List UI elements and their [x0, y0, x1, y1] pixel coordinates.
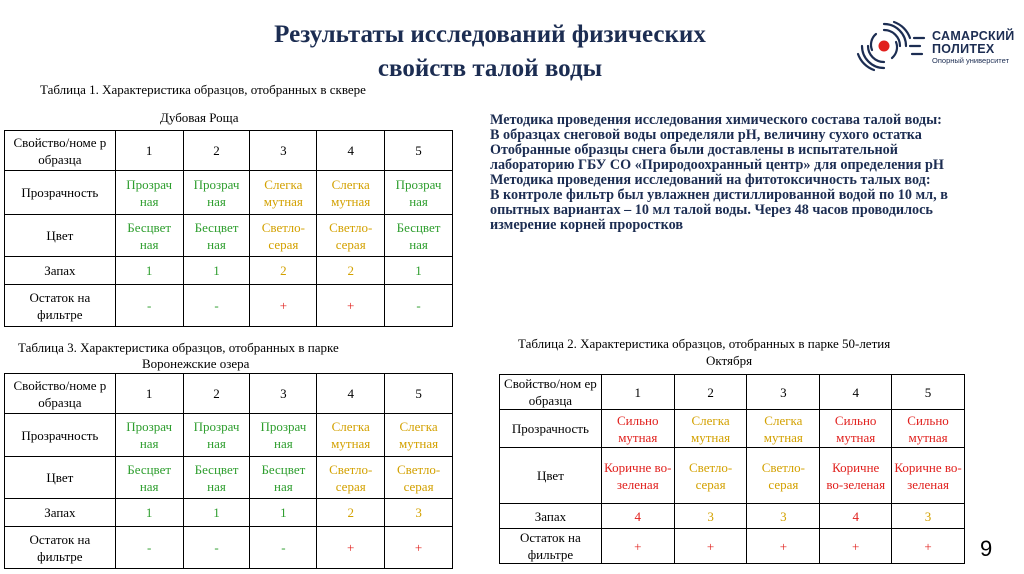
table-1 — [4, 130, 453, 327]
table-cell: Бесцвет ная — [250, 457, 317, 499]
table-cell: + — [674, 529, 747, 564]
page-title — [220, 18, 760, 86]
table-cell: - — [115, 285, 183, 327]
row-label: Запах — [5, 499, 116, 527]
table-cell: Сильно мутная — [892, 410, 965, 448]
table-cell: Прозрач ная — [183, 414, 250, 457]
table-cell: - — [250, 527, 317, 569]
table-cell: Светло-серая — [385, 457, 453, 499]
table-row — [5, 499, 453, 527]
sample-number-cell: 3 — [250, 374, 317, 414]
sample-number-cell: 4 — [820, 375, 892, 410]
logo-line-1: САМАРСКИЙ — [932, 29, 1015, 43]
table-cell: 4 — [820, 504, 892, 529]
table-row — [5, 527, 453, 569]
sample-number-cell: 3 — [250, 131, 317, 171]
logo-line-2: ПОЛИТЕХ — [932, 42, 995, 56]
table-cell: Светло-серая — [317, 457, 385, 499]
logo-text — [932, 30, 1015, 66]
logo-line-3: Опорный университет — [932, 56, 1010, 65]
table2-caption-line-2: Октября — [706, 353, 753, 368]
table-cell: Бесцвет ная — [115, 215, 183, 257]
table-cell: + — [747, 529, 820, 564]
table-row — [5, 171, 453, 215]
table-row — [500, 448, 965, 504]
row-label: Остаток на фильтре — [5, 527, 116, 569]
table-cell: 1 — [115, 499, 183, 527]
table-cell: + — [317, 285, 385, 327]
methodology-paragraph: Методика проведения исследований на фитотоксичность талых вод: — [490, 172, 931, 188]
table-cell: Бесцвет ная — [115, 457, 183, 499]
table-cell: Прозрач ная — [250, 414, 317, 457]
methodology-paragraph: В контроле фильтр был увлажнен дистиллированной водой по 10 мл, в опытных вариантах – 10 мл талой воды. Через 48 часов проводилось измерение корней проростков — [490, 187, 948, 233]
sample-number-cell: 2 — [183, 131, 250, 171]
table-cell: + — [820, 529, 892, 564]
table-cell: Бесцвет ная — [183, 215, 250, 257]
table-cell: Коричне во-зеленая — [892, 448, 965, 504]
table-cell: - — [385, 285, 453, 327]
table-cell: + — [892, 529, 965, 564]
table-cell: Светло-серая — [250, 215, 317, 257]
table-header-row — [5, 131, 453, 171]
table-cell: + — [250, 285, 317, 327]
table-cell: Светло-серая — [747, 448, 820, 504]
row-label: Прозрачность — [5, 414, 116, 457]
table-row — [5, 215, 453, 257]
table-cell: Слегка мутная — [317, 171, 385, 215]
table-cell: + — [385, 527, 453, 569]
table-cell: Прозрач ная — [115, 171, 183, 215]
table-cell: Слегка мутная — [317, 414, 385, 457]
sample-number-cell: 1 — [115, 131, 183, 171]
table-3 — [4, 373, 453, 569]
table-row — [500, 529, 965, 564]
table1-caption-line-1: Таблица 1. Характеристика образцов, отобранных в сквере — [40, 82, 366, 97]
page-number: 9 — [980, 536, 993, 561]
table-cell: 3 — [674, 504, 747, 529]
row-label: Цвет — [5, 215, 116, 257]
table-cell: - — [183, 285, 250, 327]
table2-caption-line-1: Таблица 2. Характеристика образцов, отобранных в парке 50-летия — [518, 336, 891, 351]
table1-caption-line-2: Дубовая Роща — [160, 110, 239, 125]
table-cell: Светло-серая — [317, 215, 385, 257]
table-cell: Слегка мутная — [747, 410, 820, 448]
table-cell: Бесцвет ная — [183, 457, 250, 499]
row-label: Запах — [5, 257, 116, 285]
table-cell: 2 — [317, 257, 385, 285]
university-logo — [854, 16, 1024, 76]
table-row — [5, 457, 453, 499]
logo-emblem-icon — [854, 16, 928, 76]
sample-number-cell: 2 — [183, 374, 250, 414]
sample-number-cell: 4 — [317, 131, 385, 171]
header-cell: Свойство/номе р образца — [5, 374, 116, 414]
table-cell: Прозрач ная — [115, 414, 183, 457]
table-cell: Бесцвет ная — [385, 215, 453, 257]
table-cell: 1 — [183, 499, 250, 527]
table-header-row — [5, 374, 453, 414]
sample-number-cell: 4 — [317, 374, 385, 414]
table-cell: Слегка мутная — [674, 410, 747, 448]
table-row — [5, 285, 453, 327]
row-label: Цвет — [500, 448, 602, 504]
table-cell: 3 — [747, 504, 820, 529]
sample-number-cell: 5 — [385, 131, 453, 171]
sample-number-cell: 2 — [674, 375, 747, 410]
row-label: Остаток на фильтре — [5, 285, 116, 327]
table-cell: Прозрач ная — [385, 171, 453, 215]
table-cell: 1 — [250, 499, 317, 527]
table-header-row — [500, 375, 965, 410]
methodology-paragraph: В образцах снеговой воды определяли рН, величину сухого остатка — [490, 127, 922, 143]
table-2 — [499, 374, 965, 564]
table-cell: - — [183, 527, 250, 569]
table-row — [500, 410, 965, 448]
methodology-text — [490, 113, 970, 233]
table-cell: Светло-серая — [674, 448, 747, 504]
table-cell: + — [601, 529, 674, 564]
row-label: Запах — [500, 504, 602, 529]
row-label: Остаток на фильтре — [500, 529, 602, 564]
table-cell: 3 — [892, 504, 965, 529]
header-cell: Свойство/ном ер образца — [500, 375, 602, 410]
table-cell: 1 — [183, 257, 250, 285]
table-cell: Коричне во-зеленая — [601, 448, 674, 504]
table-cell: 3 — [385, 499, 453, 527]
sample-number-cell: 1 — [115, 374, 183, 414]
table-cell: + — [317, 527, 385, 569]
table-cell: 1 — [385, 257, 453, 285]
row-label: Прозрачность — [5, 171, 116, 215]
table-cell: Сильно мутная — [820, 410, 892, 448]
sample-number-cell: 5 — [892, 375, 965, 410]
sample-number-cell: 1 — [601, 375, 674, 410]
table-row — [5, 257, 453, 285]
table-cell: 4 — [601, 504, 674, 529]
title-line-2: свойств талой воды — [377, 55, 603, 82]
header-cell: Свойство/номе р образца — [5, 131, 116, 171]
title-line-1: Результаты исследований физических — [274, 21, 706, 48]
sample-number-cell: 3 — [747, 375, 820, 410]
table-cell: Слегка мутная — [250, 171, 317, 215]
table-cell: - — [115, 527, 183, 569]
table-row — [500, 504, 965, 529]
table-cell: 2 — [250, 257, 317, 285]
row-label: Прозрачность — [500, 410, 602, 448]
table-cell: Коричне во-зеленая — [820, 448, 892, 504]
sample-number-cell: 5 — [385, 374, 453, 414]
table3-caption-line-1: Таблица 3. Характеристика образцов, отобранных в парке — [18, 340, 339, 355]
methodology-paragraph: Методика проведения исследования химического состава талой воды: — [490, 112, 942, 128]
table-cell: 2 — [317, 499, 385, 527]
row-label: Цвет — [5, 457, 116, 499]
methodology-paragraph: Отобранные образцы снега были доставлены в испытательной лабораторию ГБУ СО «Природоохранный центр» для определения рН — [490, 142, 944, 173]
table-cell: Слегка мутная — [385, 414, 453, 457]
table-cell: Сильно мутная — [601, 410, 674, 448]
table-row — [5, 414, 453, 457]
table-cell: Прозрач ная — [183, 171, 250, 215]
table3-caption-line-2: Воронежские озера — [142, 356, 250, 371]
table-cell: 1 — [115, 257, 183, 285]
